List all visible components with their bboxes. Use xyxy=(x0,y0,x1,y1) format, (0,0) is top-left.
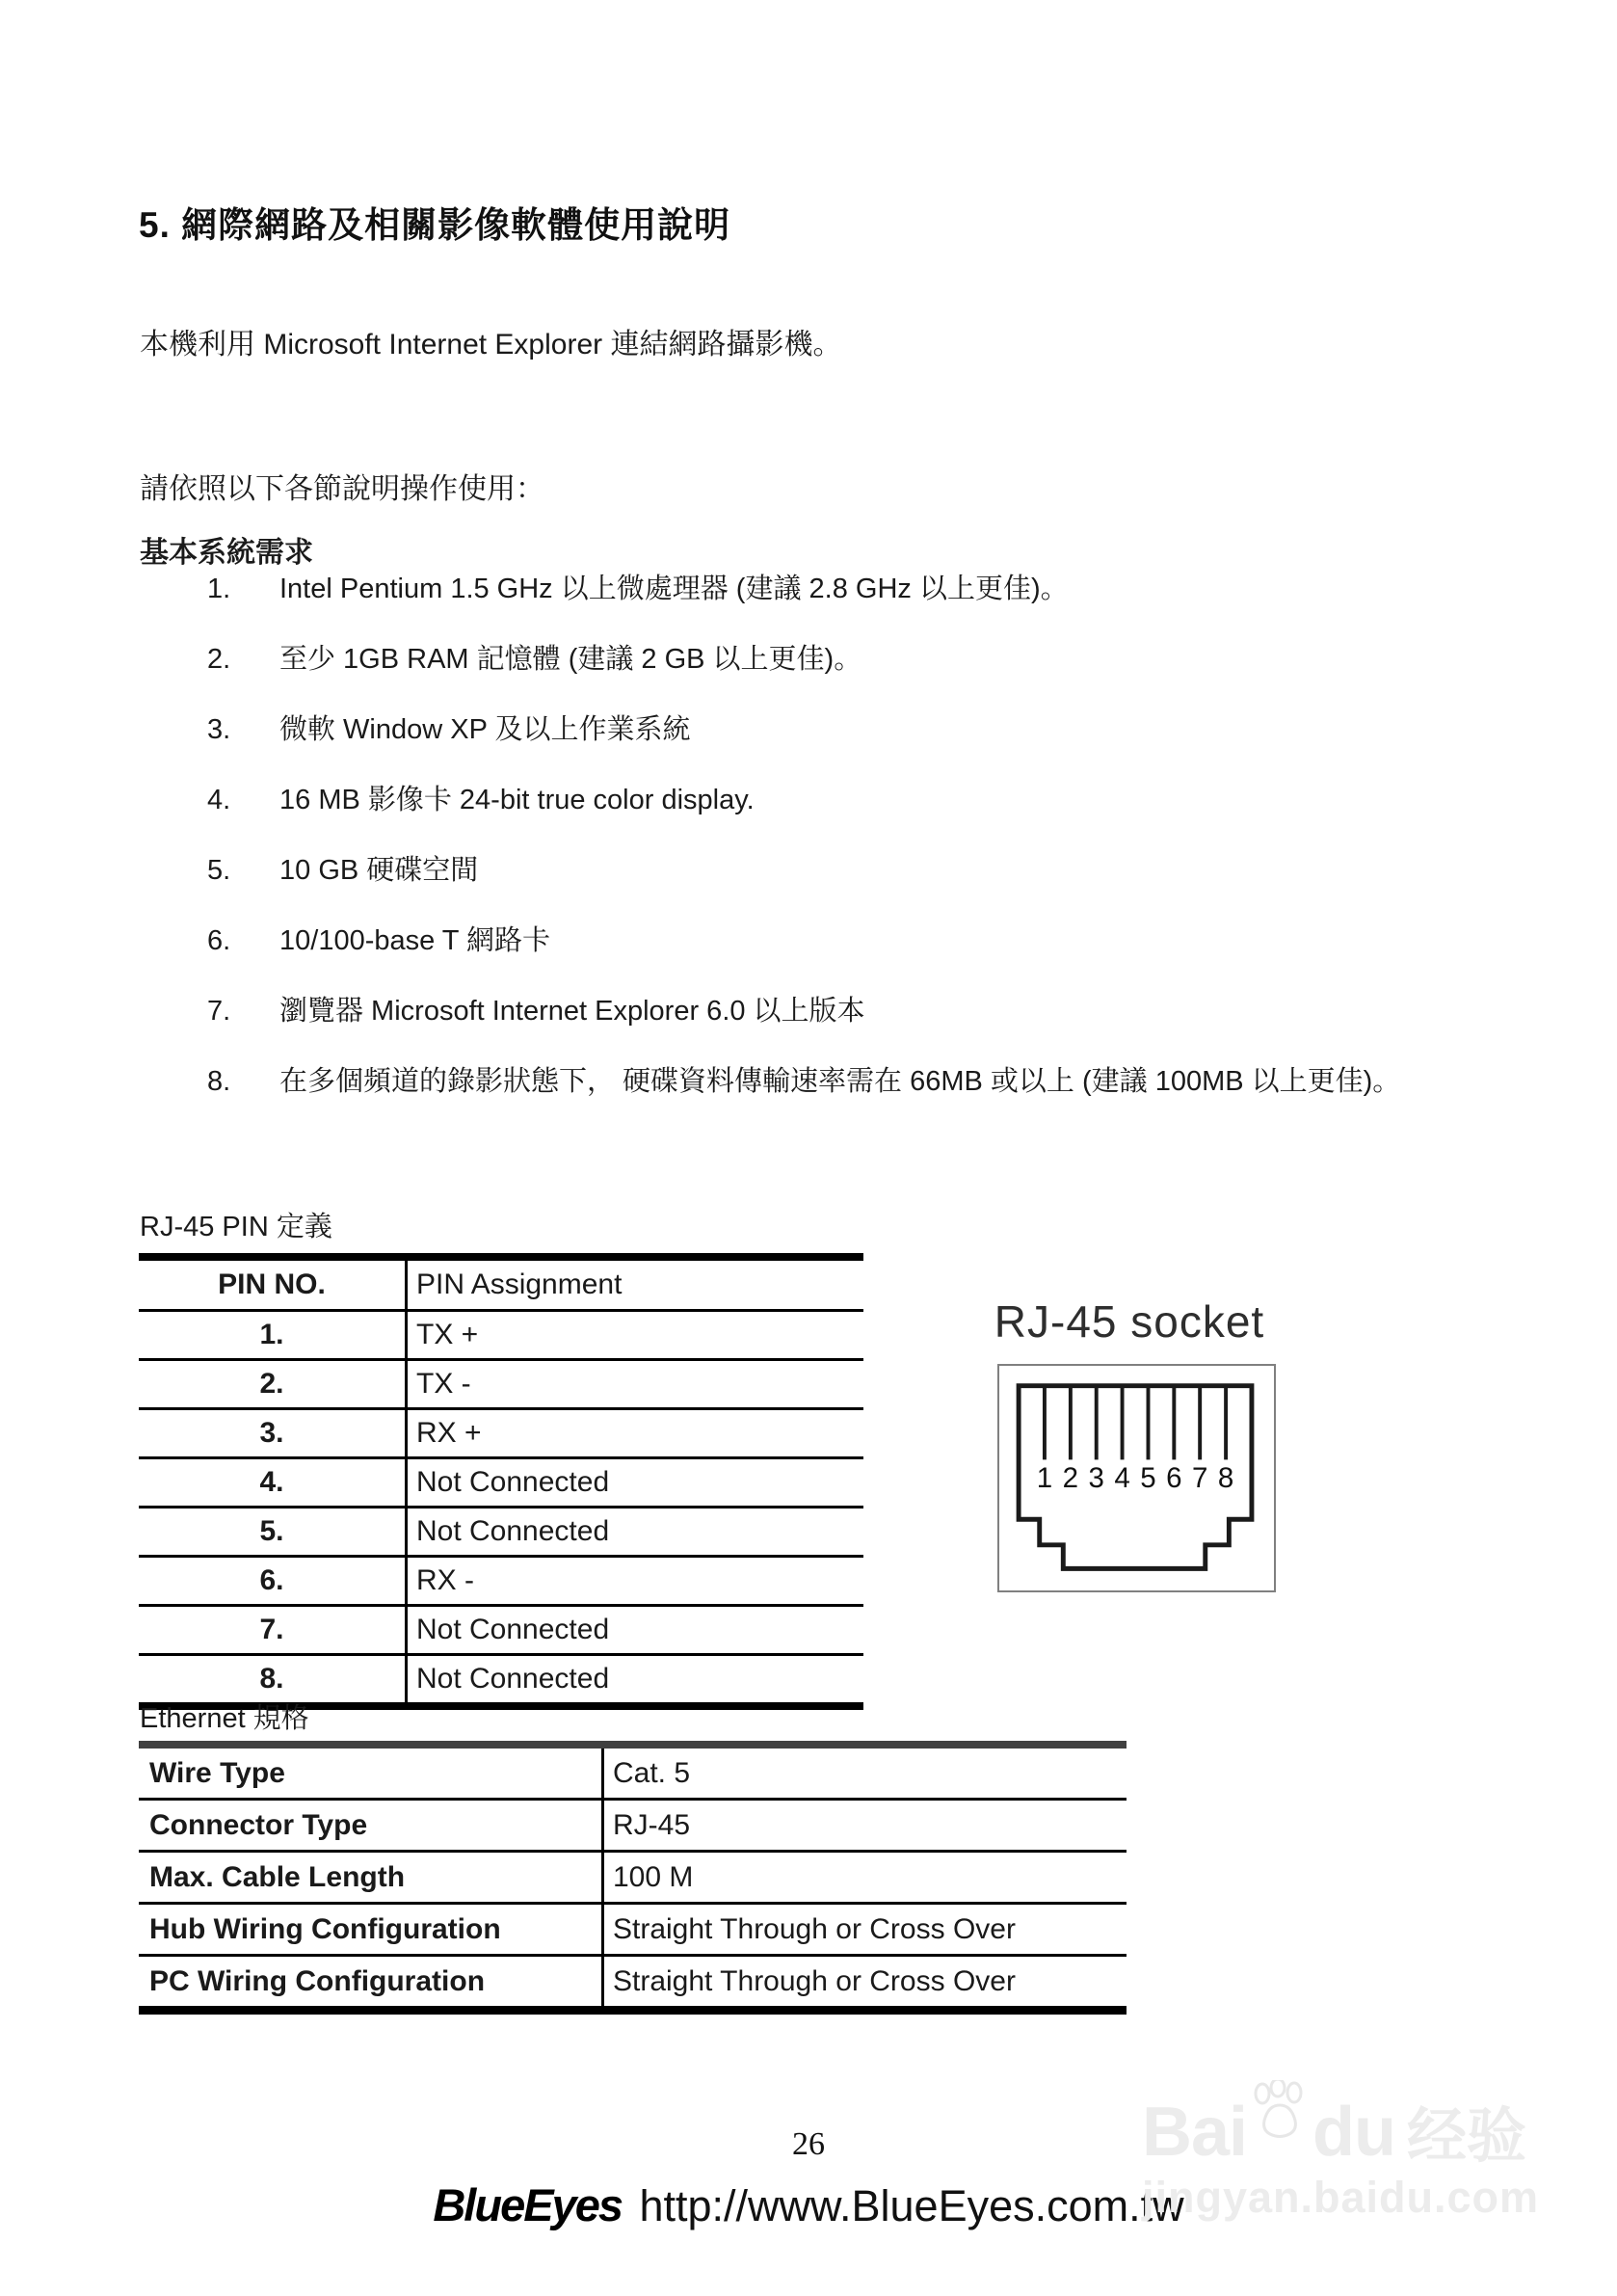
ethernet-table xyxy=(139,1741,1127,2015)
table-row xyxy=(139,1557,863,1606)
table-row xyxy=(139,1458,863,1508)
requirement-number: 4. xyxy=(207,785,231,815)
watermark-brand-cn: 经验 xyxy=(1407,2103,1527,2170)
paw-icon xyxy=(1249,2080,1311,2142)
requirement-text: Intel Pentium 1.5 GHz 以上微處理器 (建議 2.8 GHz 以上更佳)。 xyxy=(279,574,1069,604)
requirement-item xyxy=(207,906,1450,976)
blueeyes-logo: BlueEyes xyxy=(433,2179,622,2230)
requirement-item xyxy=(207,695,1450,765)
ethernet-spec-label: Max. Cable Length xyxy=(139,1852,603,1904)
pin-table xyxy=(139,1253,863,1710)
table-row xyxy=(139,1508,863,1557)
ethernet-heading: Ethernet 規格 xyxy=(140,1703,309,1734)
footer-url: http://www.BlueEyes.com.tw xyxy=(639,2181,1184,2230)
table-row xyxy=(139,1956,1127,2011)
pin-number-label: 8 xyxy=(1217,1461,1234,1494)
pin-number-label: 6 xyxy=(1166,1461,1182,1494)
pin-table-header-row xyxy=(139,1257,863,1311)
watermark-brand-bai: Bai xyxy=(1142,2094,1248,2171)
pin-number-cell: 4. xyxy=(139,1458,407,1508)
baidu-watermark xyxy=(1142,2080,1547,2223)
pin-number-cell: 3. xyxy=(139,1409,407,1458)
page-title: 5. 網際網路及相關影像軟體使用說明 xyxy=(139,204,731,245)
requirement-text: 10 GB 硬碟空間 xyxy=(279,855,479,886)
requirement-text: 16 MB 影像卡 24-bit true color display. xyxy=(279,785,755,815)
requirement-text: 微軟 Window XP 及以上作業系統 xyxy=(279,714,691,745)
requirement-number: 3. xyxy=(207,714,231,745)
pin-assignment-cell: TX + xyxy=(407,1311,864,1360)
pin-number-cell: 6. xyxy=(139,1557,407,1606)
requirement-text: 至少 1GB RAM 記憶體 (建議 2 GB 以上更佳)。 xyxy=(279,644,862,675)
pin-definition-heading: RJ-45 PIN 定義 xyxy=(140,1212,332,1242)
pin-assignment-cell: Not Connected xyxy=(407,1458,864,1508)
requirements-heading: 基本系統需求 xyxy=(140,536,313,569)
page-number: 26 xyxy=(792,2126,825,2162)
pin-number-label: 7 xyxy=(1191,1461,1208,1494)
pin-assignment-cell: RX + xyxy=(407,1409,864,1458)
requirement-number: 6. xyxy=(207,925,231,956)
requirement-text: 瀏覽器 Microsoft Internet Explorer 6.0 以上版本 xyxy=(279,996,865,1027)
requirement-item xyxy=(207,1047,1450,1117)
table-row xyxy=(139,1745,1127,1800)
pin-number-cell: 7. xyxy=(139,1606,407,1655)
requirement-number: 8. xyxy=(207,1066,231,1097)
socket-title: RJ-45 socket xyxy=(994,1296,1265,1347)
table-row xyxy=(139,1409,863,1458)
requirement-number: 5. xyxy=(207,855,231,886)
ethernet-spec-value: Straight Through or Cross Over xyxy=(603,1904,1127,1956)
requirement-item xyxy=(207,625,1450,695)
pin-number-label: 1 xyxy=(1036,1461,1053,1494)
pin-assignment-cell: RX - xyxy=(407,1557,864,1606)
pin-table-header-pin-no: PIN NO. xyxy=(139,1257,407,1311)
table-row xyxy=(139,1852,1127,1904)
watermark-domain: jingyan.baidu.com xyxy=(1142,2173,1540,2222)
pin-number-cell: 2. xyxy=(139,1360,407,1409)
pin-number-cell: 5. xyxy=(139,1508,407,1557)
table-row xyxy=(139,1311,863,1360)
table-row xyxy=(139,1904,1127,1956)
requirement-number: 7. xyxy=(207,996,231,1027)
pin-assignment-cell: TX - xyxy=(407,1360,864,1409)
requirements-list xyxy=(207,554,1450,1117)
pin-number-label: 4 xyxy=(1114,1461,1130,1494)
pin-assignment-cell: Not Connected xyxy=(407,1606,864,1655)
pin-table-header-assignment: PIN Assignment xyxy=(407,1257,864,1311)
requirement-text: 10/100-base T 網路卡 xyxy=(279,925,551,956)
pin-number-label: 2 xyxy=(1062,1461,1079,1494)
table-row xyxy=(139,1800,1127,1852)
table-row xyxy=(139,1606,863,1655)
pin-assignment-cell: Not Connected xyxy=(407,1508,864,1557)
socket-outline-graphic xyxy=(999,1366,1274,1590)
pin-number-label: 5 xyxy=(1140,1461,1156,1494)
ethernet-spec-label: Hub Wiring Configuration xyxy=(139,1904,603,1956)
watermark-brand-du: du xyxy=(1312,2094,1396,2171)
requirement-item xyxy=(207,976,1450,1047)
ethernet-spec-label: PC Wiring Configuration xyxy=(139,1956,603,2011)
ethernet-spec-value: Straight Through or Cross Over xyxy=(613,1964,1016,1997)
ethernet-spec-label: Wire Type xyxy=(139,1745,603,1800)
pin-number-cell: 1. xyxy=(139,1311,407,1360)
rj45-socket-diagram xyxy=(997,1364,1276,1592)
ethernet-spec-value: 100 M xyxy=(603,1852,1127,1904)
requirement-item xyxy=(207,554,1450,625)
pin-number-cell: 8. xyxy=(139,1655,407,1707)
requirement-item xyxy=(207,836,1450,906)
table-row xyxy=(139,1360,863,1409)
requirement-number: 2. xyxy=(207,644,231,675)
ethernet-spec-value: Cat. 5 xyxy=(603,1745,1127,1800)
pin-number-label: 3 xyxy=(1088,1461,1104,1494)
instruction-line: 請依照以下各節說明操作使用： xyxy=(140,473,544,505)
requirement-number: 1. xyxy=(207,574,231,604)
ethernet-spec-value: RJ-45 xyxy=(603,1800,1127,1852)
requirement-item xyxy=(207,765,1450,836)
requirement-text: 在多個頻道的錄影狀態下， 硬碟資料傳輸速率需在 66MB 或以上 (建議 100MB 以上更佳)。 xyxy=(279,1066,1401,1097)
intro-paragraph: 本機利用 Microsoft Internet Explorer 連結網路攝影機。 xyxy=(140,329,842,360)
watermark-brand xyxy=(1142,2080,1547,2171)
pin-assignment-cell: Not Connected xyxy=(416,1663,610,1695)
ethernet-spec-label: Connector Type xyxy=(139,1800,603,1852)
socket-outline-path xyxy=(1019,1386,1252,1569)
